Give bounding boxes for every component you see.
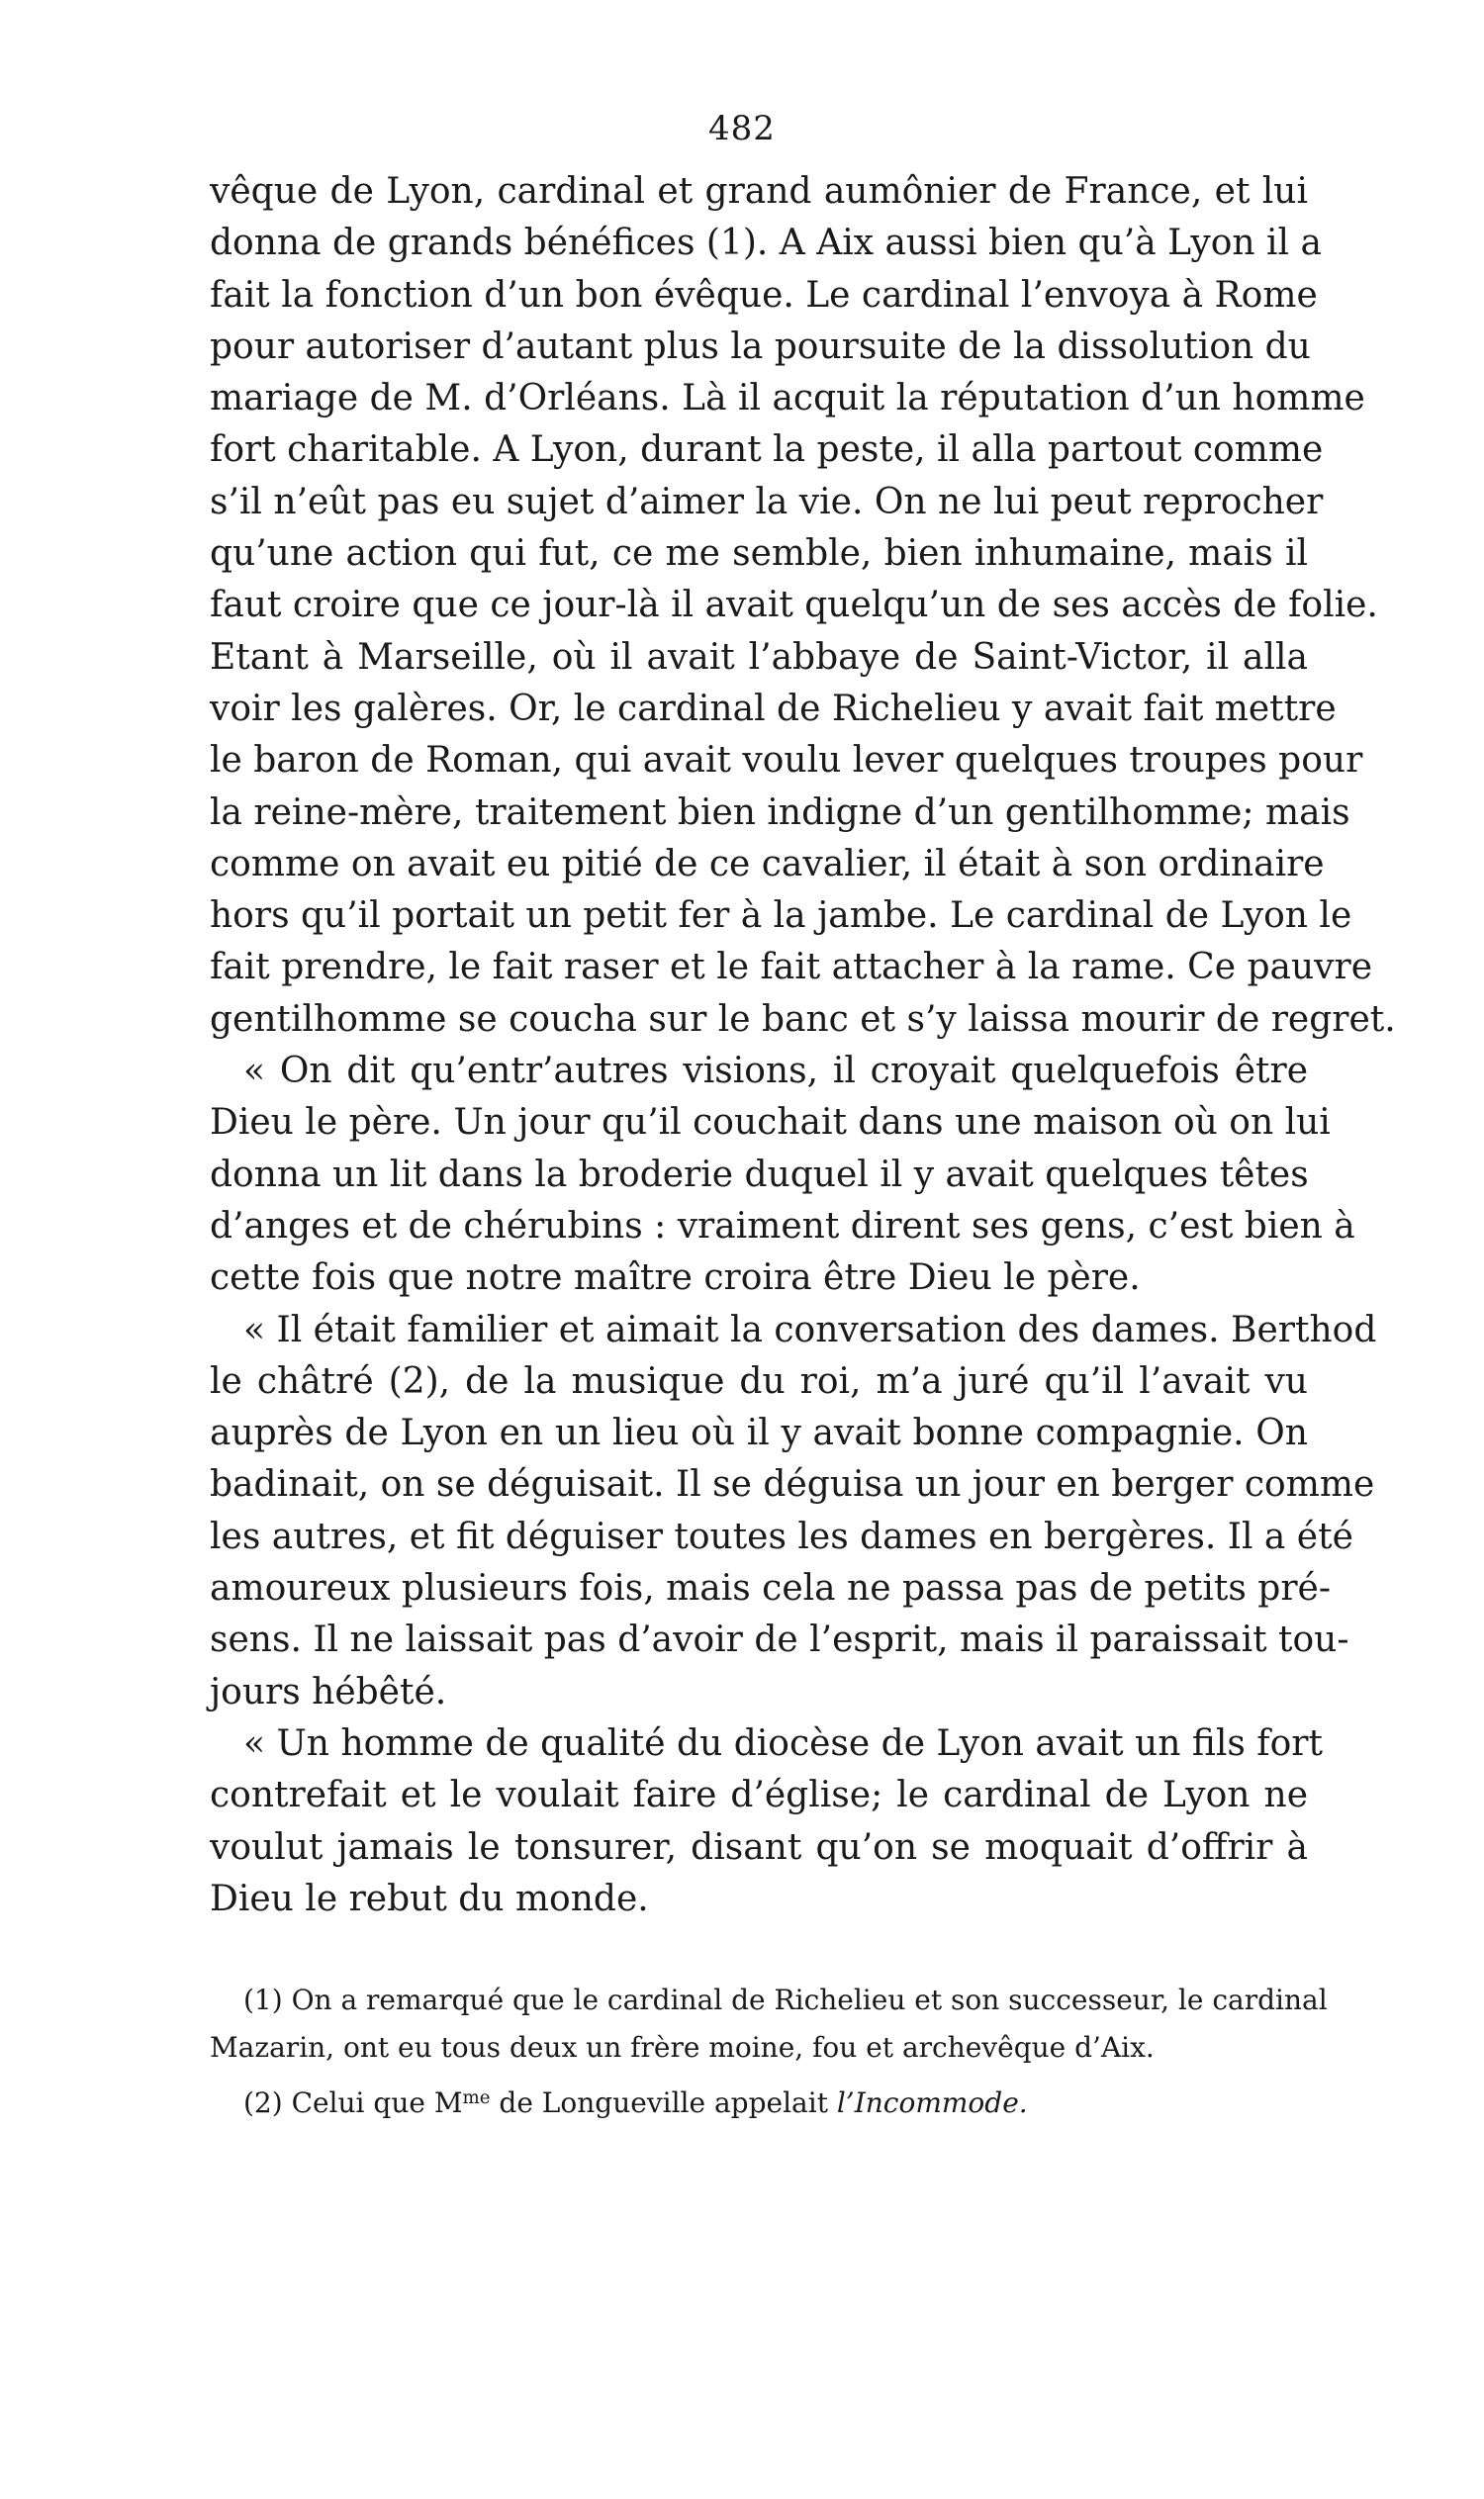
text-line: s’il n’eût pas eu sujet d’aimer la vie. On ne lui peut reprocher <box>210 481 1324 522</box>
footnote-2-italic: l’Incommode. <box>836 2086 1028 2119</box>
footnote-1-line: (1) On a remarqué que le cardinal de Richelieu et son successeur, le cardinal <box>243 1984 1328 2016</box>
text-line: contrefait et le voulait faire d’église; le cardinal de Lyon ne <box>210 1775 1308 1816</box>
page-number: 482 <box>708 109 776 148</box>
text-line: comme on avait eu pitié de ce cavalier, il était à son ordinaire <box>210 843 1325 884</box>
text-line: badinait, on se déguisait. Il se déguisa un jour en berger comme <box>210 1464 1375 1506</box>
text-line: « On dit qu’entr’autres visions, il croyait quelquefois être <box>243 1051 1308 1092</box>
text-line: hors qu’il portait un petit fer à la jambe. Le cardinal de Lyon le <box>210 895 1352 937</box>
text-line: amoureux plusieurs fois, mais cela ne passa pas de petits pré- <box>210 1568 1331 1610</box>
text-line: fort charitable. A Lyon, durant la peste, il alla partout comme <box>210 429 1324 471</box>
text-line: la reine-mère, traitement bien indigne d’un gentilhomme; mais <box>210 791 1350 833</box>
text-line: faut croire que ce jour-là il avait quelqu’un de ses accès de folie. <box>210 585 1378 626</box>
footnote-2 <box>210 2080 1308 2127</box>
text-line: le châtré (2), de la musique du roi, m’a juré qu’il l’avait vu <box>210 1360 1308 1402</box>
footnotes <box>210 1977 1328 2127</box>
footnote-1-line: Mazarin, ont eu tous deux un frère moine, fou et archevêque d’Aix. <box>210 2031 1155 2064</box>
text-line: Dieu le père. Un jour qu’il couchait dans une maison où on lui <box>210 1102 1331 1144</box>
footnote-2-superscript: me <box>462 2086 491 2108</box>
text-line: Dieu le rebut du monde. <box>210 1878 649 1919</box>
text-line: les autres, et fit déguiser toutes les dames en bergères. Il a été <box>210 1516 1353 1557</box>
text-line: mariage de M. d’Orléans. Là il acquit la réputation d’un homme <box>210 378 1365 419</box>
body-text <box>210 166 1396 1925</box>
text-line: donna un lit dans la broderie duquel il y avait quelques têtes <box>210 1154 1309 1195</box>
text-line: donna de grands bénéfices (1). A Aix aussi bien qu’à Lyon il a <box>210 223 1322 264</box>
text-line: qu’une action qui fut, ce me semble, bien inhumaine, mais il <box>210 533 1308 575</box>
text-line: fait prendre, le fait raser et le fait attacher à la rame. Ce pauvre <box>210 947 1372 988</box>
text-line: voir les galères. Or, le cardinal de Richelieu y avait fait mettre <box>210 688 1337 729</box>
footnote-2-prefix: (2) Celui que M <box>243 2086 463 2119</box>
text-line: fait la fonction d’un bon évêque. Le cardinal l’envoya à Rome <box>210 274 1318 316</box>
text-line: jours hébêté. <box>210 1671 447 1712</box>
text-line: pour autoriser d’autant plus la poursuite de la dissolution du <box>210 325 1311 367</box>
text-line: voulut jamais le tonsurer, disant qu’on se moquait d’offrir à <box>210 1826 1308 1868</box>
text-line: « Il était familier et aimait la conversation des dames. Berthod <box>243 1309 1377 1350</box>
text-line: Etant à Marseille, où il avait l’abbaye de Saint-Victor, il alla <box>210 636 1308 678</box>
text-line: « Un homme de qualité du diocèse de Lyon avait un fils fort <box>243 1722 1323 1764</box>
text-line: gentilhomme se coucha sur le banc et s’y laissa mourir de regret. <box>210 998 1396 1040</box>
text-line: vêque de Lyon, cardinal et grand aumônier de France, et lui <box>210 171 1308 212</box>
text-line: sens. Il ne laissait pas d’avoir de l’esprit, mais il paraissait tou- <box>210 1620 1349 1661</box>
text-line: le baron de Roman, qui avait voulu lever quelques troupes pour <box>210 740 1363 782</box>
text-line: auprès de Lyon en un lieu où il y avait bonne compagnie. On <box>210 1413 1308 1454</box>
text-line: d’anges et de chérubins : vraiment dirent ses gens, c’est bien à <box>210 1205 1355 1247</box>
text-line: cette fois que notre maître croira être Dieu le père. <box>210 1257 1141 1299</box>
footnote-2-middle: de Longueville appelait <box>490 2086 837 2119</box>
